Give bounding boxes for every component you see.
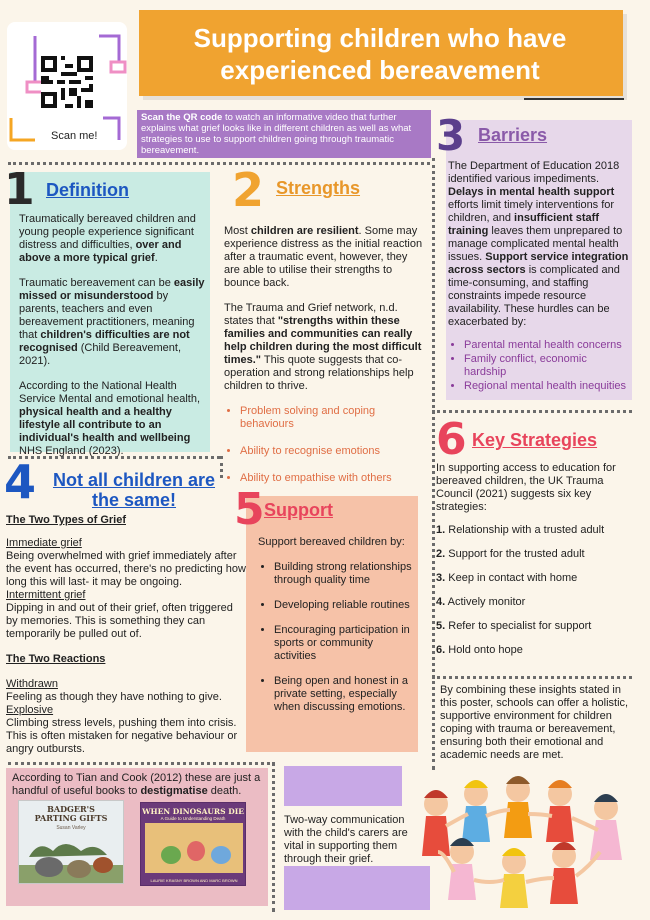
bar-a: The Department of Education 2018 identified various impediments. [448, 160, 620, 185]
support-heading: Support [264, 500, 333, 520]
strategy-item [436, 572, 632, 585]
strategy-text: Relationship with a trusted adult [448, 524, 605, 536]
intro-text: to watch an informative video that further explains what grief looks like in different children as well as what strategies to use to support children going through traumatic bereavement. [141, 112, 412, 156]
strategy-item [436, 548, 632, 561]
children-circle-illustration [414, 772, 636, 912]
notall-body [6, 514, 246, 756]
strengths-number: 2 [232, 163, 265, 217]
bar-c: efforts limit timely interventions for children, and [448, 199, 615, 224]
strategy-item [436, 644, 632, 657]
support-item: • Building strong relationships through quality time [274, 561, 414, 587]
strengths-body [224, 225, 424, 495]
def-p2-e: (Child Bereavement, 2021). [19, 342, 182, 367]
withdrawn-text: Feeling as though they have nothing to give. [6, 691, 222, 703]
strategy-num: 1. [436, 524, 446, 536]
carers-top-block [284, 766, 402, 806]
qr-code-icon[interactable] [41, 56, 93, 108]
strategy-text: Hold onto hope [448, 644, 523, 656]
dinosaurs-illustration-icon [141, 821, 246, 877]
support-intro: Support bereaved children by: [258, 536, 405, 548]
str-p1-a: Most [224, 225, 251, 237]
def-p2-b: easily missed or misunderstood [19, 277, 205, 302]
carers-text: Two-way communication with the child's carers are vital in supporting them through their grief. [284, 814, 408, 865]
page-title: Supporting children who have experienced bereavement [193, 23, 567, 85]
support-item: • Developing reliable routines [274, 599, 414, 612]
title-accent-line [524, 98, 624, 100]
divider-bottom-v [272, 762, 275, 912]
bar-g: is complicated and time-consuming, and staffing constraints impede resource availability. These hurdles can be exacerbated by: [448, 264, 620, 328]
immediate-text: Being overwhelmed with grief immediately after the event has occurred, there's no predicting how long this will last- it may be ongoing. [6, 550, 246, 588]
definition-number: 1 [4, 164, 35, 215]
support-item: • Encouraging participation in sports or community activities [274, 624, 414, 663]
divider-top [8, 162, 430, 165]
divider-right-top [432, 158, 435, 408]
strategies-intro: In supporting access to education for bereaved children, the UK Trauma Council (2021) suggests six key strategies: [436, 462, 616, 513]
def-p2-d: children's difficulties are not recognised [19, 329, 190, 354]
def-p3-c: NHS England (2023). [19, 445, 124, 457]
intermittent-text: Dipping in and out of their grief, often triggered by memories. This is something they can temporarily be pulled out of. [6, 602, 233, 640]
book1-author: Susan Varley [56, 825, 86, 831]
strategies-conclusion [440, 684, 630, 762]
strategy-num: 2. [436, 548, 446, 560]
conclusion-text: By combining these insights stated in this poster, schools can offer a holistic, supportive environment for children coping with trauma or bereavement, ensuring both their emotional and academic needs are met. [440, 684, 629, 761]
barriers-body [448, 160, 630, 393]
strategy-num: 3. [436, 572, 446, 584]
intermittent-title: Intermittent grief [6, 589, 86, 601]
explosive-title: Explosive [6, 704, 54, 716]
strategies-number: 6 [436, 414, 467, 465]
bar-d: insufficient staff training [448, 212, 599, 237]
support-item: • Being open and honest in a private setting, especially when discussing emotions. [274, 675, 414, 714]
def-p1-c: . [154, 252, 158, 264]
book2-title: WHEN DINOSAURS DIE [142, 807, 244, 816]
explosive-text: Climbing stress levels, pushing them into crisis. This is often mistaken for negative behaviour or angry outbursts. [6, 717, 238, 755]
strengths-heading: Strengths [276, 178, 361, 198]
def-p2-a: Traumatic bereavement can be [19, 277, 174, 289]
books-c: death. [207, 785, 242, 797]
badger-illustration-icon [19, 837, 124, 884]
definition-body [19, 213, 205, 458]
str-p2-a: The Trauma and Grief network, n.d. states that [224, 302, 398, 327]
qr-caption: Scan me! [51, 130, 98, 142]
strategy-num: 6. [436, 644, 446, 656]
divider-strategies [432, 676, 632, 679]
strength-item: • Problem solving and coping behaviours [240, 405, 424, 431]
book2-author: LAURIE KRASNY BROWN AND MARC BROWN [150, 878, 238, 883]
strategy-num: 5. [436, 620, 446, 632]
books-text [12, 772, 266, 798]
strategy-text: Keep in contact with home [448, 572, 578, 584]
book2-subtitle: A Guide to Understanding Death [160, 816, 226, 821]
support-body [258, 536, 414, 714]
books-b: destigmatise [140, 785, 208, 797]
strategy-item [436, 596, 632, 609]
notall-heading: Not all children are the same! [52, 470, 216, 510]
types-title: The Two Types of Grief [6, 514, 126, 526]
str-p1-b: children are resilient [250, 225, 359, 237]
bar-b: Delays in mental health support [448, 186, 615, 198]
immediate-title: Immediate grief [6, 537, 82, 549]
strategies-body [436, 462, 632, 668]
carers-bottom-block [284, 866, 430, 910]
barriers-number: 3 [436, 111, 466, 160]
books-a: According to Tian and Cook (2012) these are just a handful of useful books to [12, 772, 261, 797]
def-p3-a: According to the National Health Service Mental and emotional health, [19, 380, 200, 405]
bar-e: leaves them unprepared to manage complicated mental health issues. [448, 225, 623, 263]
str-p2-c: This quote suggests that co-operation and strong relationships help children to thrive. [224, 354, 414, 392]
strategy-item [436, 524, 632, 537]
qr-card [7, 22, 127, 150]
barrier-item: • Regional mental health inequities [464, 380, 630, 393]
withdrawn-title: Withdrawn [6, 678, 58, 690]
def-p3-b: physical health and a healthy lifestyle all contribute to an individual's health and wellbeing [19, 406, 191, 444]
divider-mid-right [432, 410, 632, 413]
divider-mid-right-v [432, 410, 435, 770]
strategies-heading: Key Strategies [472, 430, 598, 450]
str-p1-c: . Some may experience distress as the initial reaction after a traumatic event, however, they are able to utilise their strengths to bounce back. [224, 225, 423, 289]
strategy-text: Actively monitor [447, 596, 526, 608]
def-p1-b: over and above a more typical grief [19, 239, 182, 264]
definition-heading: Definition [46, 180, 129, 200]
intro-box [137, 110, 431, 158]
bar-f: Support service integration across sectors [448, 251, 629, 276]
strategy-num: 4. [436, 596, 446, 608]
strategy-text: Support for the trusted adult [448, 548, 585, 560]
divider-bottom-left [8, 762, 270, 765]
strength-item: • Ability to empathise with others [240, 472, 424, 485]
reactions-title: The Two Reactions [6, 653, 106, 665]
intro-bold: Scan the QR code [141, 112, 223, 123]
support-number: 5 [234, 484, 265, 535]
strategy-item [436, 620, 632, 633]
notall-number: 4 [4, 455, 37, 509]
barriers-heading: Barriers [478, 125, 548, 145]
strategy-text: Refer to specialist for support [448, 620, 592, 632]
book-cover-badger[interactable] [18, 800, 124, 884]
barrier-item: • Parental mental health concerns [464, 339, 630, 352]
def-p2-c: by parents, teachers and even bereavement practitioners, meaning that [19, 290, 195, 341]
def-p1-a: Traumatically bereaved children and young people experience significant distress and difficulties, [19, 213, 196, 251]
str-p2-b: "strengths within these families and communities can really help children during the most difficult times." [224, 315, 422, 366]
strength-item: • Ability to recognise emotions [240, 445, 424, 458]
barrier-item: • Family conflict, economic hardship [464, 353, 630, 379]
book1-title: BADGER'S PARTING GIFTS [34, 804, 108, 823]
book-cover-dinosaurs[interactable] [140, 802, 246, 886]
